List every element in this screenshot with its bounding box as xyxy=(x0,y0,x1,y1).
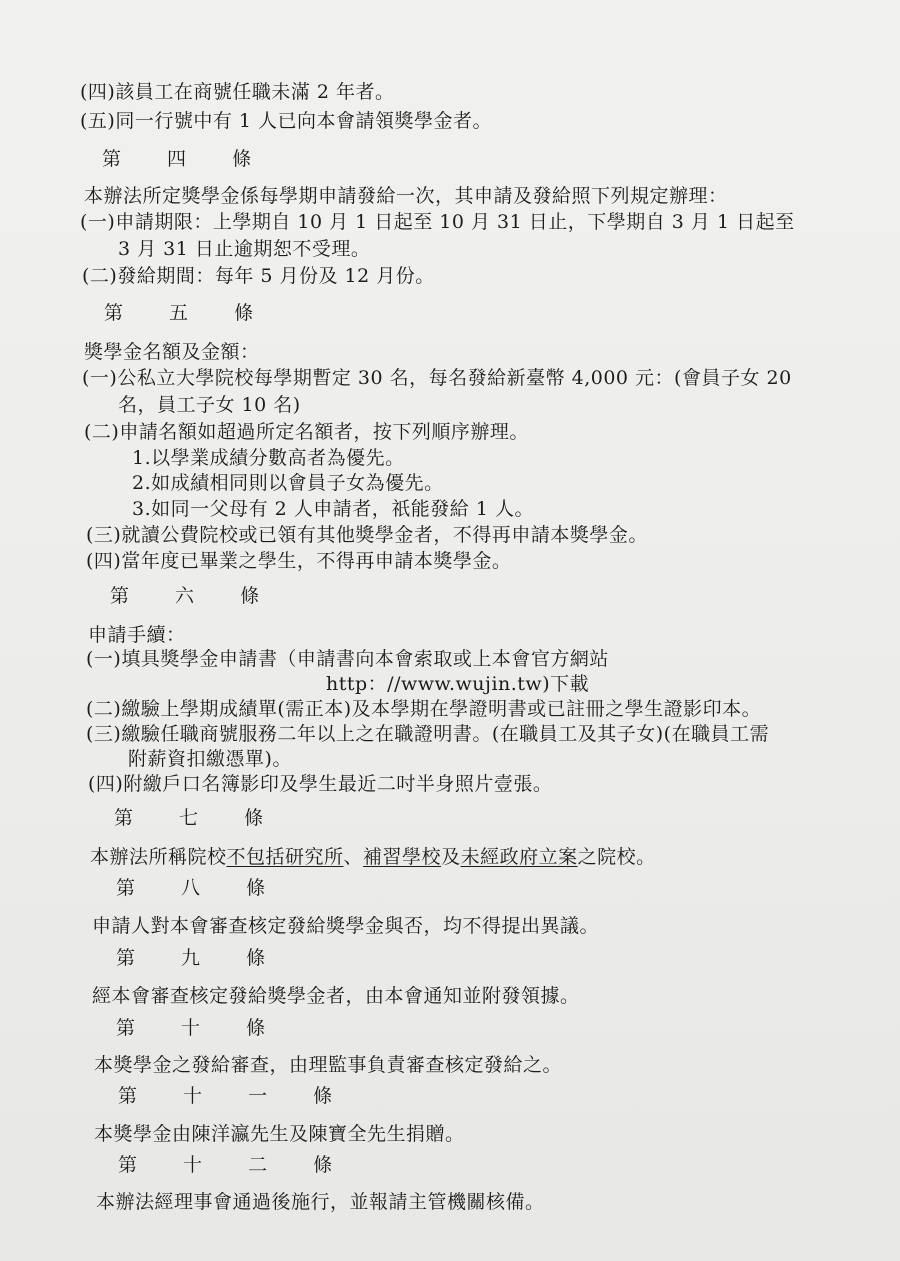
article4-heading: 第 四 條 xyxy=(102,148,272,170)
article4-item1-line2: 3 月 31 日止逾期恕不受理。 xyxy=(118,238,371,260)
article3-item-4: (四)該員工在商號任職未滿 2 年者。 xyxy=(80,81,395,103)
article7-underlined-1: 不包括研究所 xyxy=(226,846,344,868)
article7-underlined-2: 補習學校 xyxy=(363,846,442,868)
article3-item-5: (五)同一行號中有 1 人已向本會請領獎學金者。 xyxy=(80,110,492,132)
article7-underlined-3: 未經政府立案 xyxy=(460,846,578,868)
article11-text: 本獎學金由陳洋瀛先生及陳寶全先生捐贈。 xyxy=(94,1123,465,1145)
article6-item1-line1: (一)填具獎學金申請書（申請書向本會索取或上本會官方網站 xyxy=(86,648,609,670)
article5-item1-line1: (一)公私立大學院校每學期暫定 30 名，每名發給新臺幣 4,000 元：(會員子女 20 xyxy=(82,367,792,389)
article6-heading: 第 六 條 xyxy=(110,585,280,607)
article9-text: 經本會審查核定發給獎學金者，由本會通知並附發領據。 xyxy=(92,985,580,1007)
article8-text: 申請人對本會審查核定發給獎學金與否，均不得提出異議。 xyxy=(92,915,600,937)
article6-item4: (四)附繳戶口名簿影印及學生最近二吋半身照片壹張。 xyxy=(88,773,553,795)
article5-item3: (三)就讀公費院校或已領有其他獎學金者，不得再申請本獎學金。 xyxy=(86,524,648,546)
article12-text: 本辦法經理事會通過後施行，並報請主管機關核備。 xyxy=(96,1191,545,1213)
article11-heading: 第 十 一 條 xyxy=(118,1085,353,1107)
article5-heading: 第 五 條 xyxy=(104,302,274,324)
article7-text-c: 及 xyxy=(441,846,461,868)
article4-item1-line1: (一)申請期限：上學期自 10 月 1 日起至 10 月 31 日止，下學期自 3 月 1 日起至 xyxy=(80,211,795,233)
article5-item1-line2: 名，員工子女 10 名) xyxy=(118,394,301,416)
article5-sub2: 2.如成績相同則以會員子女為優先。 xyxy=(132,472,444,494)
article6-item3-line1: (三)繳驗任職商號服務二年以上之在職證明書。(在職員工及其子女)(在職員工需 xyxy=(86,723,770,745)
article7-text-a: 本辦法所稱院校 xyxy=(90,846,227,868)
article4-intro: 本辦法所定獎學金係每學期申請發給一次，其申請及發給照下列規定辦理： xyxy=(84,185,728,207)
article4-item2: (二)發給期間：每年 5 月份及 12 月份。 xyxy=(82,265,435,287)
article10-heading: 第 十 條 xyxy=(116,1017,286,1039)
article7-heading: 第 七 條 xyxy=(114,807,284,829)
article12-heading: 第 十 二 條 xyxy=(118,1154,353,1176)
article8-heading: 第 八 條 xyxy=(116,877,286,899)
article7-text-b: 、 xyxy=(343,846,364,868)
article6-item1-url: http：//www.wujin.tw)下載 xyxy=(326,673,590,695)
article6-intro: 申請手續： xyxy=(88,624,186,646)
article5-intro: 獎學金名額及金額： xyxy=(84,341,260,363)
article5-item2: (二)申請名額如超過所定名額者，按下列順序辦理。 xyxy=(84,421,529,443)
article5-item4: (四)當年度已畢業之學生，不得再申請本獎學金。 xyxy=(86,550,512,572)
article7-text-d: 之院校。 xyxy=(577,846,656,868)
article10-text: 本獎學金之發給審查，由理監事負責審查核定發給之。 xyxy=(94,1054,563,1076)
article5-sub1: 1.以學業成績分數高者為優先。 xyxy=(132,447,405,469)
article7-text xyxy=(90,845,656,869)
article5-sub3: 3.如同一父母有 2 人申請者，祇能發給 1 人。 xyxy=(132,498,534,520)
article6-item3-line2: 附薪資扣繳憑單)。 xyxy=(128,748,292,770)
article9-heading: 第 九 條 xyxy=(116,947,286,969)
article6-item2: (二)繳驗上學期成績單(需正本)及本學期在學證明書或已註冊之學生證影印本。 xyxy=(86,698,762,720)
